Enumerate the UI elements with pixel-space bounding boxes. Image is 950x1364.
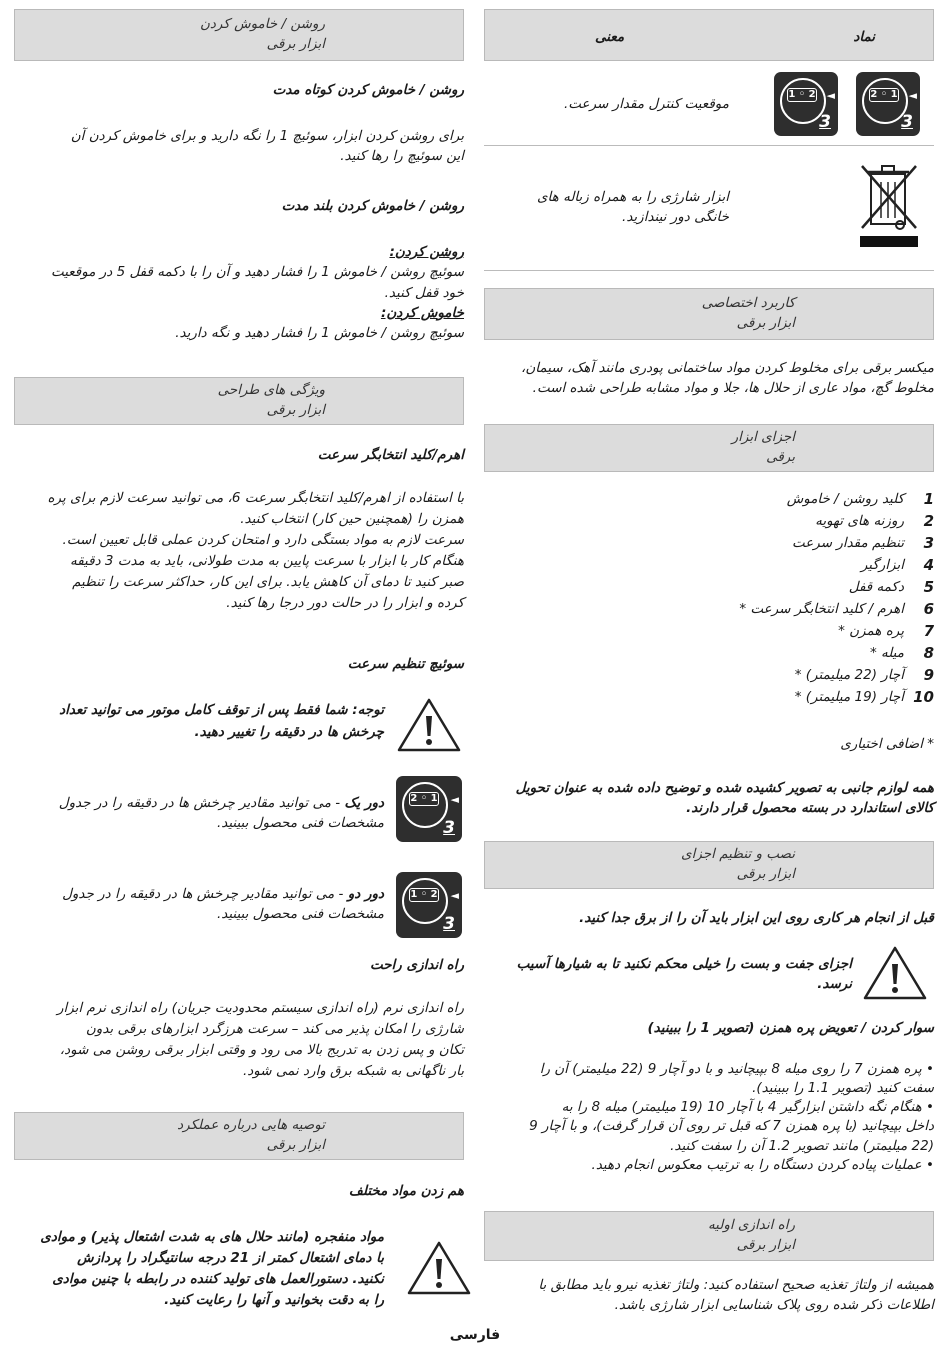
crossed-bin-icon xyxy=(856,158,922,250)
short-term-title: روشن / خاموش کردن کوتاه مدت xyxy=(272,82,464,98)
components-list xyxy=(484,488,934,714)
col-symbol: نماد xyxy=(853,29,875,45)
accessories-note: همه لوازم جانبی به تصویر کشیده شده و توضیح داده شده به عنوان تحویل کالای استاندارد در بسته محصول قرار دارند. xyxy=(515,780,934,817)
section-header-title: روشن / خاموش کردن xyxy=(200,16,325,32)
first-start-text: همیشه از ولتاژ تغذیه صحیح استفاده کنید: ولتاژ تغذیه نیرو باید مطابق با اطلاعات ذکر شده روی پلاک شناسایی ابزار شارژی باشد. xyxy=(538,1277,934,1314)
speed-switch-title: سوئیچ تنظیم سرعت xyxy=(347,656,464,672)
lever-text: با استفاده از اهرم/کلید انتخابگر سرعت 6، می توانید سرعت لازم برای پره همزن را (همچنین حین کار) انتخاب کنید. سرعت لازم به مواد بستگی دارد و امتحان کردن عملی قابل تعیین است. هنگام کار با ابزار با سرعت پایین به مدت طولانی، باید به مدت 3 دقیقه صبر کنید تا دمای آن کاهش یابد. برای این کار، حداکثر سرعت را تنظیم کرده و ابزار را در حالت دور درجا رها کنید. xyxy=(47,490,464,611)
note-speed-change: توجه: شما فقط پس از توقف کامل موتور می توانید تعداد چرخش ها در دقیقه را تغییر دهید. xyxy=(59,702,384,740)
section-header-on-off xyxy=(14,9,464,61)
speed-dial-gear1-symbol-icon: 2 ◦ 1 ◄ 3 xyxy=(856,72,920,136)
page-footer-language: فارسی xyxy=(449,1327,501,1343)
warning-icon xyxy=(862,945,928,1001)
list-item: 4 ابزارگیر xyxy=(860,555,934,574)
list-item: 10 آچار (19 میلیمتر) * xyxy=(794,687,934,706)
speed-dial-gear2-icon: 1 ◦ 2 ◄ 3 xyxy=(396,872,462,938)
soft-start-title: راه اندازی راحت xyxy=(369,957,464,973)
section-header-installation: نصب و تنظیم اجزای ابزار برقی xyxy=(484,841,934,889)
intended-use-text: میکسر برقی برای مخلوط کردن مواد ساختمانی پودری مانند آهک، سیمان، مخلوط گچ، مواد عاری از حلال ها، جلا و مواد مشابه طراحی شده است. xyxy=(521,360,934,397)
symbol-speed-meaning: موقعیت کنترل مقدار سرعت. xyxy=(564,96,729,112)
list-item: 1 کلید روشن / خاموش xyxy=(786,489,934,508)
list-item: 7 پره همزن * xyxy=(838,621,934,640)
list-item: 5 دکمه قفل xyxy=(848,577,934,596)
section-header-intended-use: کاربرد اختصاصی ابزار برقی xyxy=(484,288,934,340)
unplug-note: قبل از انجام هر کاری روی این ابزار باید آن را از برق جدا کنید. xyxy=(579,910,934,926)
section-header-components: اجزای ابزار برقی xyxy=(484,424,934,472)
table-divider xyxy=(484,145,934,146)
table-divider xyxy=(484,270,934,271)
long-term-title: روشن / خاموش کردن بلند مدت xyxy=(281,198,464,214)
col-meaning: معنی xyxy=(595,29,625,45)
gear1-text: دور یک - می توانید مقادیر چرخش ها در دقیقه را در جدول مشخصات فنی محصول ببینید. xyxy=(58,795,384,832)
speed-dial-gear1-icon: 2 ◦ 1 ◄ 3 xyxy=(396,776,462,842)
list-item: • پره همزن 7 را روی میله 8 بپیچانید و با دو آچار 9 (22 میلیمتر) آن را سفت کنید (تصویر 1.1 را ببینید). xyxy=(539,1061,934,1097)
lever-title: اهرم/کلید انتخابگر سرعت xyxy=(317,447,464,463)
warning-icon xyxy=(406,1240,472,1296)
gear2-text: دور دو - می توانید مقادیر چرخش ها در دقیقه را در جدول مشخصات فنی محصول ببینید. xyxy=(62,886,384,923)
mixing-title: هم زدن مواد مختلف xyxy=(348,1183,464,1199)
list-item: 8 میله * xyxy=(869,643,934,662)
speed-dial-gear2-symbol-icon: 1 ◦ 2 ◄ 3 xyxy=(774,72,838,136)
left-column xyxy=(14,0,464,1334)
list-item: 2 روزنه های تهویه xyxy=(815,511,934,530)
list-item: • عملیات پیاده کردن دستگاه را به ترتیب معکوس انجام دهید. xyxy=(591,1156,934,1173)
mixing-warning: مواد منفجره (مانند حلال های به شدت اشتعال پذیر) و موادی با دمای اشتعال کمتر از 21 درجه سانتیگراد را پردازش نکنید. دستورالعمل های تولید کننده در رابطه با چنین موادی را به دقت بخوانید و آنها را رعایت کنید. xyxy=(40,1229,384,1308)
paddle-title: سوار کردن / تعویض پره همزن (تصویر 1 را ببینید) xyxy=(647,1020,934,1036)
section-header-subtitle: ابزار برقی xyxy=(266,35,325,52)
symbol-disposal-meaning: ابزار شارژی را به همراه زباله های خانگی دور نیندازید. xyxy=(536,189,729,226)
section-header-first-start: راه اندازی اولیه ابزار برقی xyxy=(484,1211,934,1261)
soft-start-text: راه اندازی نرم (راه اندازی سیستم محدودیت جریان) راه اندازی نرم ابزار شارژی را امکان پذیر می کند – سرعت هرزگرد ابزارهای برقی بدون تکان و پس زدن به تدریج بالا می رود و وقتی ابزار برقی روشن می شود، بار ناگهانی به شبکه برق وارد نمی شود. xyxy=(56,1000,464,1079)
tighten-warning: اجزای جفت و بست را خیلی محکم نکنید تا به شیارها آسیب نرسد. xyxy=(516,956,852,993)
list-item: 6 اهرم / کلید انتخابگر سرعت * xyxy=(739,599,934,618)
list-item: 3 تنظیم مقدار سرعت xyxy=(791,533,934,552)
section-header-tips: توصیه هایی درباره عملکرد ابزار برقی xyxy=(14,1112,464,1160)
assembly-steps xyxy=(484,1060,934,1175)
list-item: 9 آچار (22 میلیمتر) * xyxy=(794,665,934,684)
short-term-text: برای روشن کردن ابزار، سوئیچ 1 را نگه دارید و برای خاموش کردن آن این سوئیچ را رها کنید. xyxy=(70,128,464,165)
section-header-features: ویژگی های طراحی ابزار برقی xyxy=(14,377,464,425)
symbol-table-header xyxy=(484,9,934,61)
long-term-text: روشن کردن: سوئیچ روشن / خاموش 1 را فشار دهید و آن را با دکمه قفل 5 در موقعیت خود قفل کنید. خاموش کردن: سوئیچ روشن / خاموش 1 را فشار دهید و نگه دارید. xyxy=(50,244,464,341)
optional-note: * اضافی اختیاری xyxy=(840,736,934,752)
list-item: • هنگام نگه داشتن ابزارگیر 4 با آچار 10 (19 میلیمتر) میله 8 را به داخل بپیچانید (با پره همزن 7 که قبل تر روی آن قرار گرفت)، و با آچار 9 (22 میلیمتر) مانند تصویر 1.2 آن را سفت کنید. xyxy=(529,1099,934,1154)
warning-icon xyxy=(396,697,462,753)
right-column xyxy=(484,0,934,1334)
